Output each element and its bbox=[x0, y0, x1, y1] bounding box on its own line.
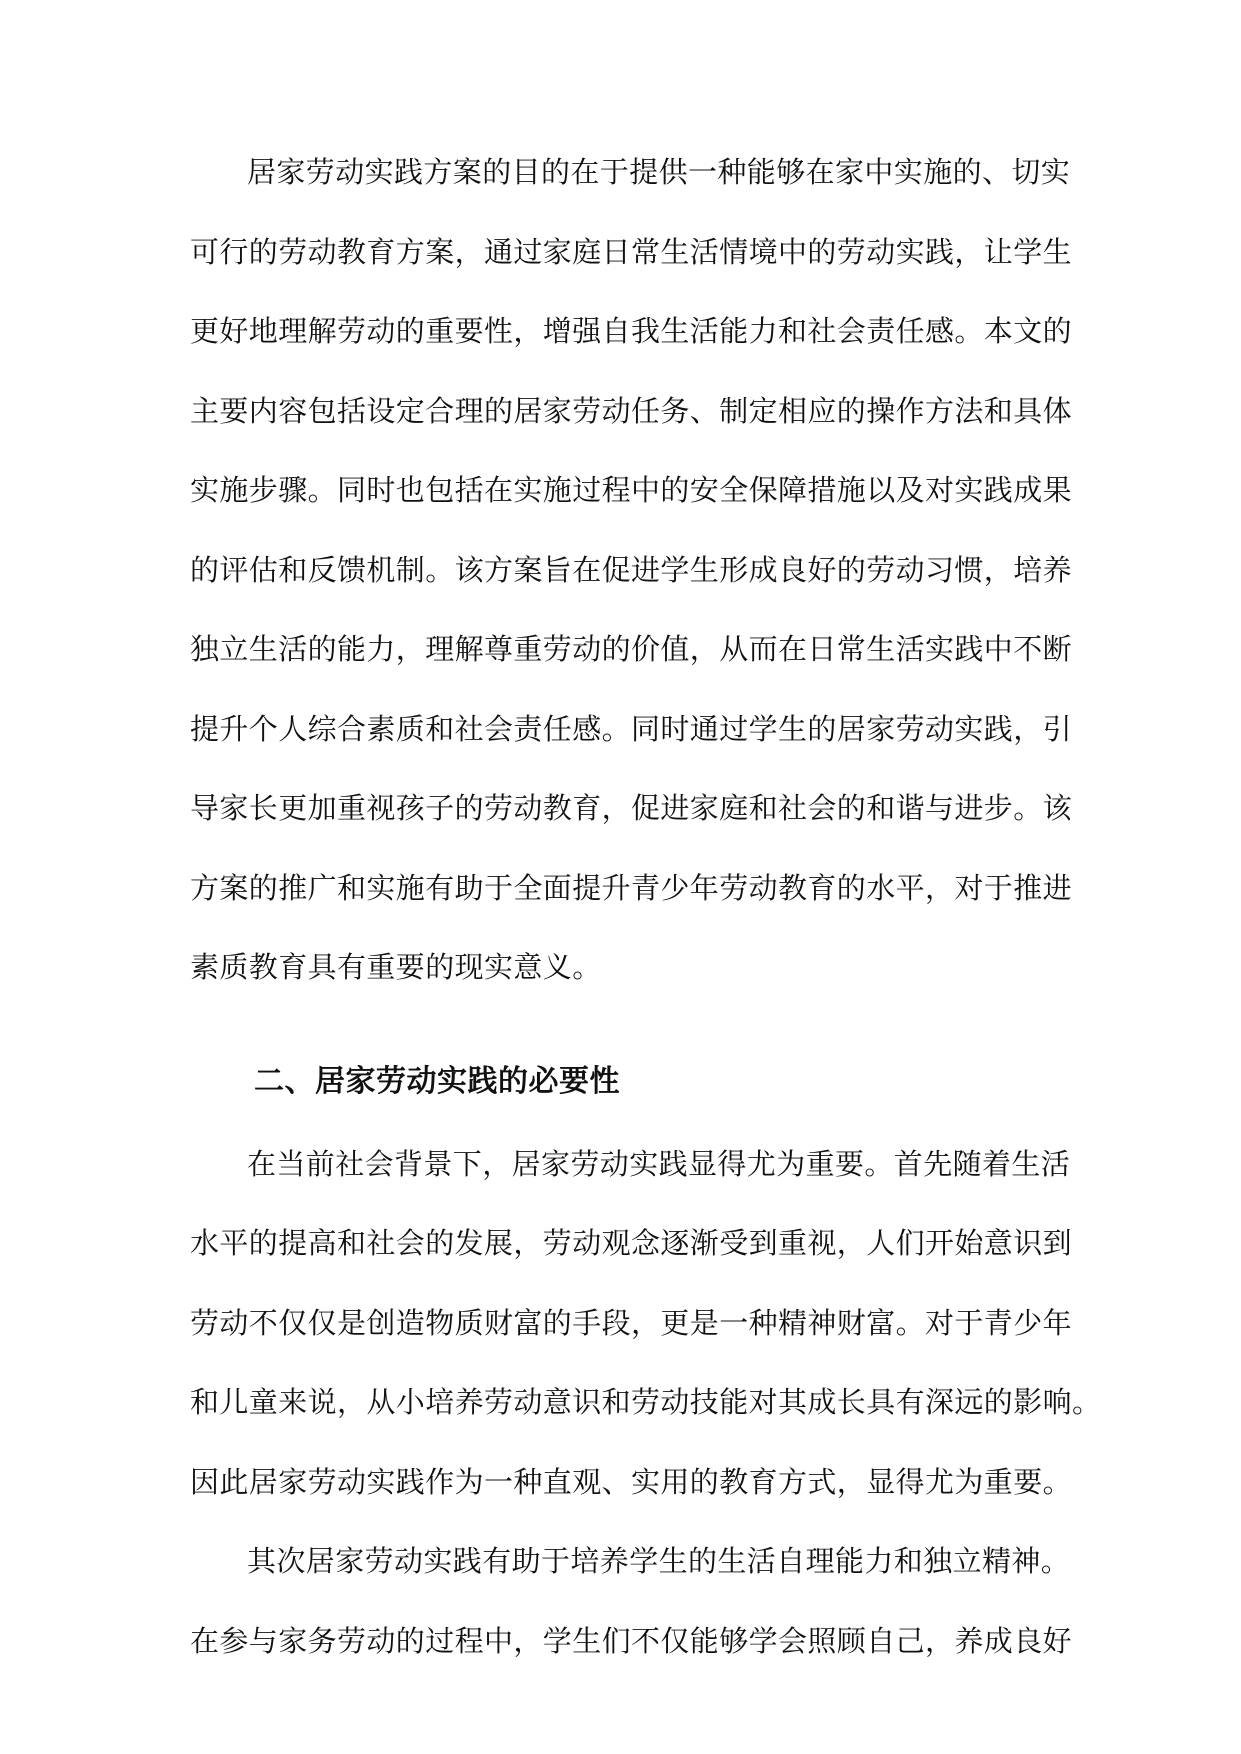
text-line: 更好地理解劳动的重要性，增强自我生活能力和社会责任感。本文的 bbox=[190, 314, 1073, 348]
document-page bbox=[190, 140, 1102, 1688]
text-line: 提升个人综合素质和社会责任感。同时通过学生的居家劳动实践，引 bbox=[190, 711, 1073, 746]
section-heading: 二、居家劳动实践的必要性 bbox=[254, 1063, 620, 1099]
text-line: 主要内容包括设定合理的居家劳动任务、制定相应的操作方法和具体 bbox=[190, 393, 1073, 428]
text-line: 的评估和反馈机制。该方案旨在促进学生形成良好的劳动习惯，培养 bbox=[190, 552, 1073, 587]
text-line: 其次居家劳动实践有助于培养学生的生活自理能力和独立精神。 bbox=[247, 1544, 1071, 1578]
text-line: 可行的劳动教育方案，通过家庭日常生活情境中的劳动实践，让学生 bbox=[190, 234, 1073, 269]
text-line: 在参与家务劳动的过程中，学生们不仅能够学会照顾自己，养成良好 bbox=[190, 1623, 1073, 1658]
text-line: 居家劳动实践方案的目的在于提供一种能够在家中实施的、切实 bbox=[247, 155, 1071, 189]
text-line: 劳动不仅仅是创造物质财富的手段，更是一种精神财富。对于青少年 bbox=[190, 1305, 1073, 1340]
paragraph-purpose bbox=[190, 140, 1073, 1015]
text-line: 和儿童来说，从小培养劳动意识和劳动技能对其成长具有深远的影响。 bbox=[190, 1385, 1102, 1419]
text-line: 素质教育具有重要的现实意义。 bbox=[190, 950, 602, 984]
paragraph-necessity bbox=[190, 1132, 1102, 1530]
text-line: 方案的推广和实施有助于全面提升青少年劳动教育的水平，对于推进 bbox=[190, 870, 1073, 905]
paragraph-self-care bbox=[190, 1529, 1073, 1688]
text-line: 水平的提高和社会的发展，劳动观念逐渐受到重视，人们开始意识到 bbox=[190, 1226, 1073, 1260]
text-line: 因此居家劳动实践作为一种直观、实用的教育方式，显得尤为重要。 bbox=[190, 1464, 1073, 1499]
text-line: 实施步骤。同时也包括在实施过程中的安全保障措施以及对实践成果 bbox=[190, 473, 1073, 507]
text-line: 在当前社会背景下，居家劳动实践显得尤为重要。首先随着生活 bbox=[247, 1146, 1071, 1181]
text-line: 导家长更加重视孩子的劳动教育，促进家庭和社会的和谐与进步。该 bbox=[190, 791, 1073, 825]
text-line: 独立生活的能力，理解尊重劳动的价值，从而在日常生活实践中不断 bbox=[190, 632, 1073, 666]
